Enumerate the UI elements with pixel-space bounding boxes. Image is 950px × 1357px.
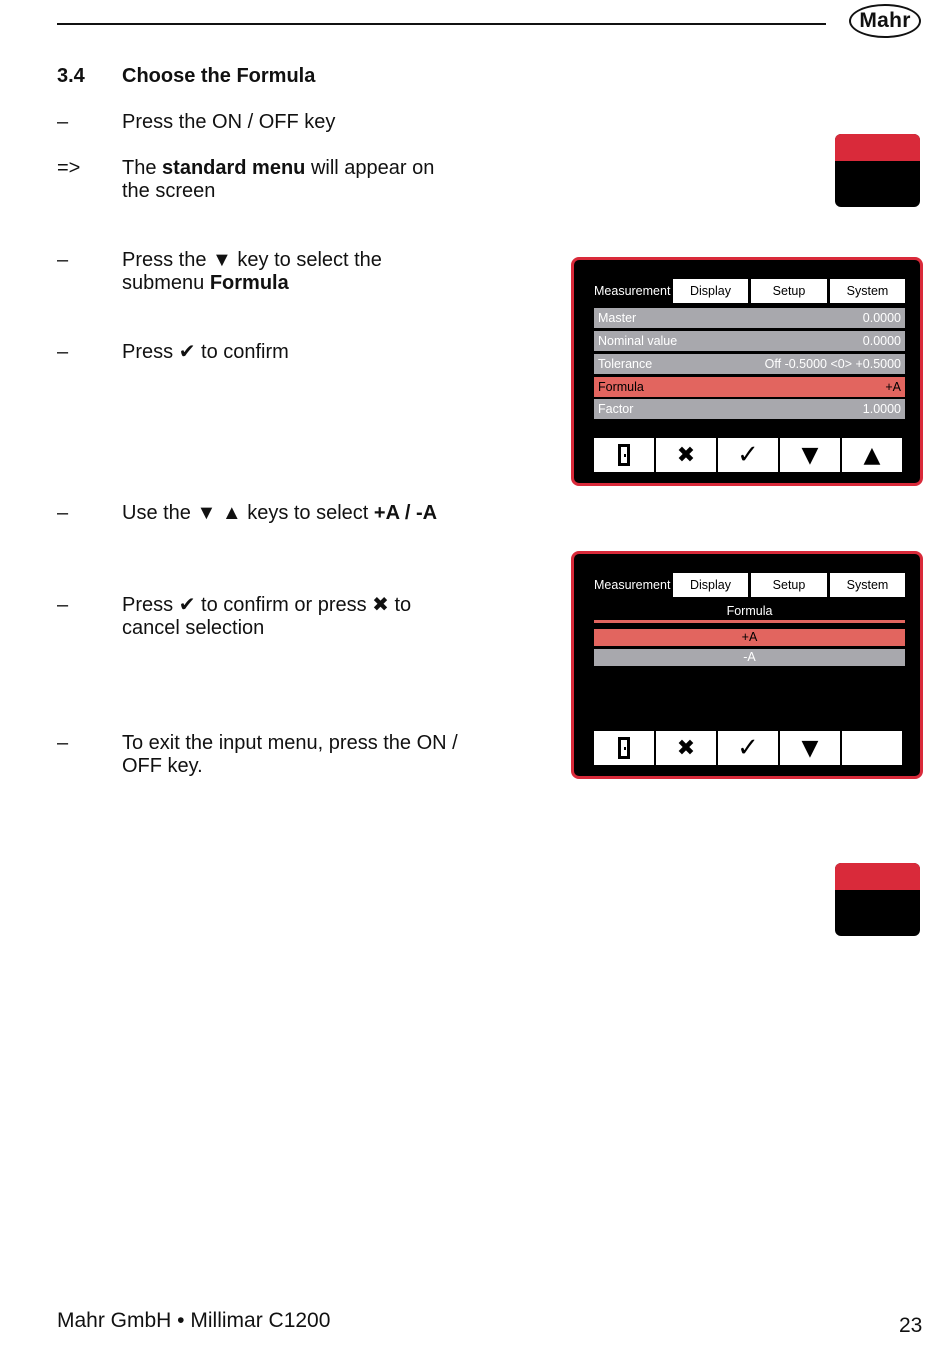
header-rule xyxy=(57,23,826,25)
device-screen-formula xyxy=(571,551,923,779)
page-number: 23 xyxy=(899,1314,923,1337)
tab-display[interactable]: Display xyxy=(673,279,748,303)
mahr-logo xyxy=(849,4,921,38)
softkey-bar xyxy=(594,731,903,765)
screen-tabs xyxy=(594,573,907,597)
cancel-key[interactable] xyxy=(656,731,716,765)
step-bullet: – xyxy=(57,249,69,271)
step-text: To exit the input menu, press the ON / OFF key. xyxy=(122,732,458,777)
up-icon: ▲ xyxy=(863,442,881,468)
down-icon: ▼ xyxy=(801,735,819,761)
step-bullet: => xyxy=(57,157,81,179)
step-bullet: – xyxy=(57,111,69,133)
up-key[interactable] xyxy=(842,438,902,472)
section-number: 3.4 xyxy=(57,65,85,87)
down-key[interactable] xyxy=(780,731,840,765)
confirm-key-icon: ✔ xyxy=(178,594,196,616)
step-bullet: – xyxy=(57,732,69,754)
tab-setup[interactable]: Setup xyxy=(751,573,827,597)
tab-measurement[interactable]: Measurement xyxy=(594,279,670,303)
exit-key[interactable] xyxy=(594,438,654,472)
section-title: Choose the Formula xyxy=(122,65,316,87)
title-divider xyxy=(594,620,905,623)
exit-key[interactable] xyxy=(594,731,654,765)
step-text: Press ✔ to confirm or press ✖ to cancel selection xyxy=(122,594,412,639)
option-plus-a[interactable]: +A xyxy=(594,629,905,646)
menu-row-formula[interactable]: Formula +A xyxy=(594,377,905,397)
option-minus-a[interactable]: -A xyxy=(594,649,905,666)
confirm-key[interactable] xyxy=(718,438,778,472)
confirm-key[interactable] xyxy=(718,731,778,765)
screen-tabs xyxy=(594,279,907,303)
down-key-icon: ▼ xyxy=(212,249,232,271)
logo-text: Mahr xyxy=(859,9,911,32)
step-bullet: – xyxy=(57,341,69,363)
menu-row-nominal[interactable]: Nominal value 0.0000 xyxy=(594,331,905,351)
footer-company: Mahr GmbH • Millimar C1200 xyxy=(57,1309,331,1332)
step-text: Use the ▼ ▲ keys to select +A / -A xyxy=(122,502,438,524)
step-text: Press the ▼ key to select the submenu Formula xyxy=(122,249,382,294)
step-bullet: – xyxy=(57,502,69,524)
step-text: Press ✔ to confirm xyxy=(122,341,289,363)
step-bullet: – xyxy=(57,594,69,616)
cancel-icon: ✖ xyxy=(676,442,696,468)
submenu-title: Formula xyxy=(726,604,773,618)
step-text: Press the ON / OFF key xyxy=(122,111,336,133)
menu-row-factor[interactable]: Factor 1.0000 xyxy=(594,399,905,419)
up-key-icon: ▲ xyxy=(221,502,242,524)
confirm-icon: ✓ xyxy=(737,440,759,470)
device-screen-menu xyxy=(571,257,923,486)
cancel-key[interactable] xyxy=(656,438,716,472)
blank-key[interactable] xyxy=(842,731,902,765)
device-display-icon xyxy=(835,134,920,207)
cancel-icon: ✖ xyxy=(676,735,696,761)
tab-system[interactable]: System xyxy=(830,279,905,303)
down-key[interactable] xyxy=(780,438,840,472)
menu-row-master[interactable]: Master 0.0000 xyxy=(594,308,905,328)
tab-display[interactable]: Display xyxy=(673,573,748,597)
cancel-key-icon: ✖ xyxy=(372,594,389,616)
device-display-icon xyxy=(835,863,920,936)
exit-icon xyxy=(616,736,632,760)
tab-measurement[interactable]: Measurement xyxy=(594,573,670,597)
menu-row-tolerance[interactable]: Tolerance Off -0.5000 <0> +0.5000 xyxy=(594,354,905,374)
down-key-icon: ▼ xyxy=(196,502,217,524)
tab-setup[interactable]: Setup xyxy=(751,279,827,303)
confirm-icon: ✓ xyxy=(737,733,759,763)
tab-system[interactable]: System xyxy=(830,573,905,597)
confirm-key-icon: ✔ xyxy=(178,341,196,363)
softkey-bar xyxy=(594,438,903,472)
exit-icon xyxy=(616,443,632,467)
down-icon: ▼ xyxy=(801,442,819,468)
step-text: The standard menu will appear on the screen xyxy=(122,157,435,202)
